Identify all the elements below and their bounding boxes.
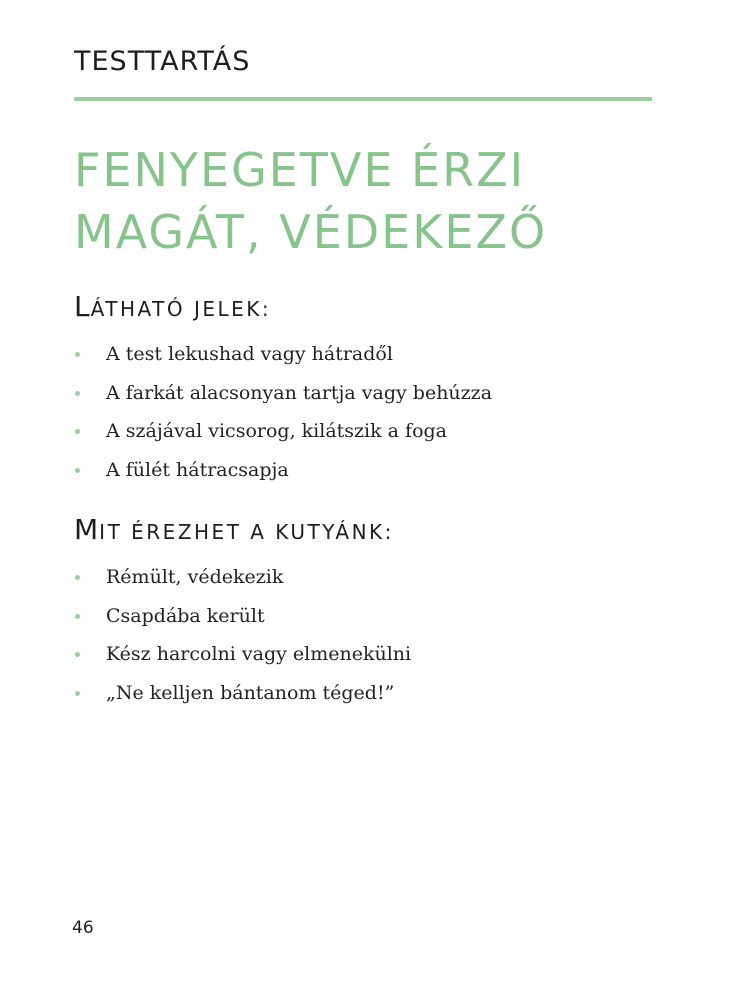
visible-signs-list: [74, 340, 492, 495]
page-title-line-1: FENYEGETVE ÉRZI: [74, 143, 526, 197]
list-item-text: A fülét hátracsapja: [106, 459, 289, 482]
list-item: [74, 456, 492, 495]
bullet-icon: [75, 429, 80, 434]
feelings-heading-initial: M: [74, 513, 100, 546]
feelings-heading: [74, 513, 394, 546]
list-item-text: Rémült, védekezik: [106, 566, 284, 588]
bullet-icon: [75, 614, 80, 619]
bullet-icon: [75, 691, 80, 696]
bullet-icon: [75, 468, 80, 473]
list-item-text: A farkát alacsonyan tartja vagy behúzza: [106, 381, 493, 404]
visible-signs-heading: [74, 290, 271, 323]
list-item: [74, 563, 411, 602]
list-item-text: Kész harcolni vagy elmenekülni: [106, 643, 412, 666]
header-divider: [74, 97, 652, 101]
list-item: [74, 417, 492, 456]
list-item-text: A test lekushad vagy hátradől: [106, 343, 393, 365]
visible-signs-heading-initial: L: [74, 290, 91, 323]
bullet-icon: [75, 575, 80, 580]
list-item-text: „Ne kelljen bántanom téged!”: [106, 682, 395, 705]
list-item: [74, 379, 492, 418]
page-title-line-2: MAGÁT, VÉDEKEZŐ: [74, 205, 548, 259]
bullet-icon: [75, 352, 80, 357]
section-label: TESTTARTÁS: [74, 46, 251, 77]
page-number: 46: [72, 918, 94, 938]
list-item: [74, 640, 411, 679]
bullet-icon: [75, 652, 80, 657]
list-item: [74, 602, 411, 641]
list-item: [74, 679, 411, 718]
page-title: [74, 139, 674, 263]
list-item-text: Csapdába került: [106, 604, 265, 627]
visible-signs-heading-rest: ÁTHATÓ JELEK:: [90, 297, 272, 321]
bullet-icon: [75, 391, 80, 396]
feelings-heading-rest: IT ÉREZHET A KUTYÁNK:: [99, 520, 394, 544]
list-item: [74, 340, 492, 379]
feelings-list: [74, 563, 411, 718]
list-item-text: A szájával vicsorog, kilátszik a foga: [106, 420, 447, 443]
